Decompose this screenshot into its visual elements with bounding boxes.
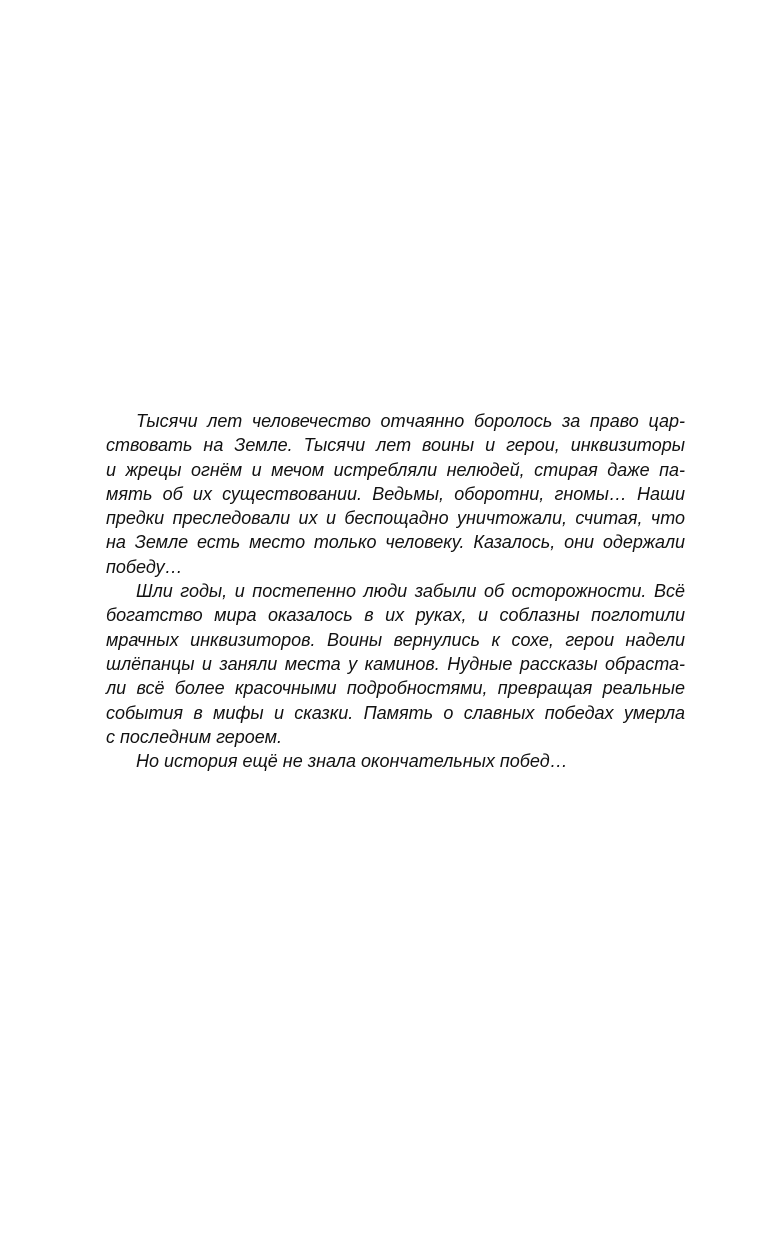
text-line: победу… xyxy=(106,556,183,577)
text-line: и жрецы огнём и мечом истребляли нелюдей, стирая даже па- xyxy=(106,459,685,480)
text-line: мрачных инквизиторов. Воины вернулись к сохе, герои надели xyxy=(106,629,685,650)
paragraph-1 xyxy=(106,409,685,579)
text-line: шлёпанцы и заняли места у каминов. Нудные рассказы обраста- xyxy=(106,653,685,674)
paragraph-3 xyxy=(106,749,685,773)
text-line: Тысячи лет человечество отчаянно боролось за право цар- xyxy=(136,411,685,431)
paragraph-2 xyxy=(106,579,685,749)
epigraph-text xyxy=(106,409,685,773)
text-line: с последним героем. xyxy=(106,726,282,747)
text-line: богатство мира оказалось в их руках, и соблазны поглотили xyxy=(106,605,685,626)
text-line: на Земле есть место только человеку. Казалось, они одержали xyxy=(106,532,685,553)
text-line: ли всё более красочными подробностями, превращая реальные xyxy=(106,678,685,699)
text-line: события в мифы и сказки. Память о славных победах умерла xyxy=(106,702,685,723)
text-line: мять об их существовании. Ведьмы, оборотни, гномы… Наши xyxy=(106,483,685,504)
text-line: Шли годы, и постепенно люди забыли об осторожности. Всё xyxy=(136,581,685,602)
text-line: ствовать на Земле. Тысячи лет воины и герои, инквизиторы xyxy=(106,435,685,456)
text-line: Но история ещё не знала окончательных побед… xyxy=(136,751,568,772)
text-line: предки преследовали их и беспощадно уничтожали, считая, что xyxy=(106,508,685,529)
